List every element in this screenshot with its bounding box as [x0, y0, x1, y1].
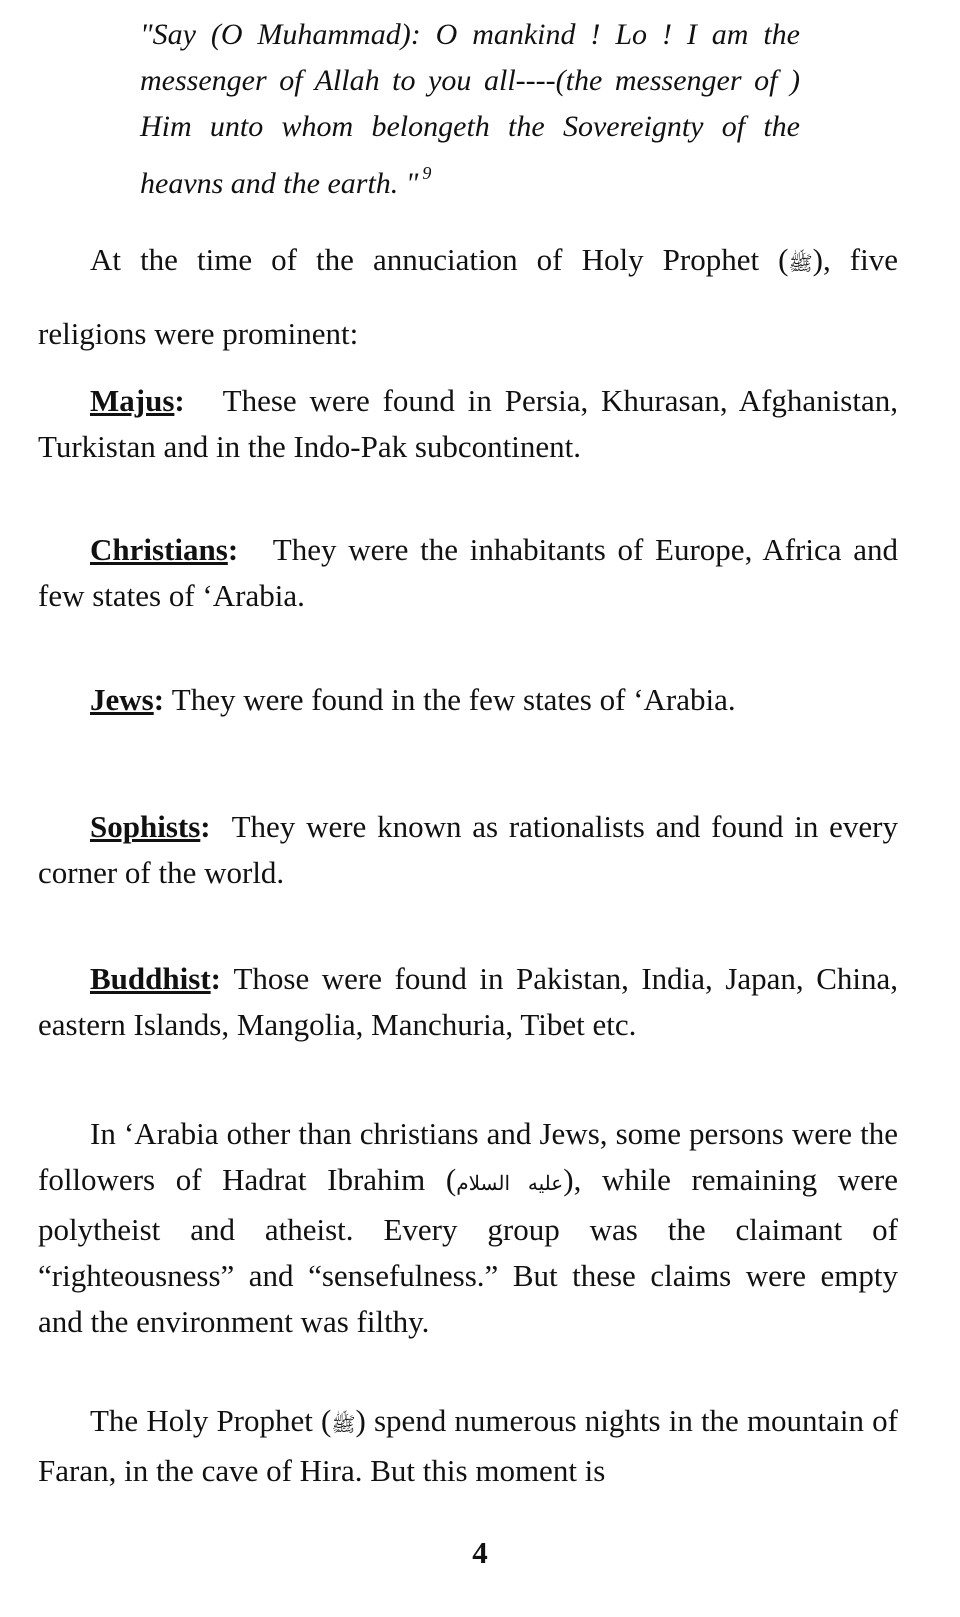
salawat-symbol: ﷺ	[331, 1414, 356, 1436]
religion-sophists: Sophists: They were known as rationalists and found in every corner of the world.	[38, 809, 898, 890]
arabia-paragraph: In ‘Arabia other than christians and Jews, some persons were the followers of Hadrat Ibrahim (عليه السلام), while remaining were polytheist and atheist. Every group was the claimant of “righteousness” and “sensefulness.” But these claims were empty and the environment was filthy.	[38, 1116, 899, 1339]
religion-description: These were found in Persia, Khurasan, Afghanistan, Turkistan and in the Indo-Pak subcontinent.	[38, 383, 898, 464]
religion-jews: Jews: They were found in the few states of ‘Arabia.	[90, 682, 736, 717]
religion-christians: Christians: They were the inhabitants of Europe, Africa and few states of ‘Arabia.	[38, 532, 898, 613]
salawat-symbol: ﷺ	[788, 253, 813, 275]
quote-text: "Say (O Muhammad): O mankind ! Lo ! I am the messenger of Allah to you all----(the messenger of ) Him unto whom belongeth the Sovereignty of the heavns and the earth. "	[140, 18, 800, 200]
intro-paragraph: At the time of the annuciation of Holy Prophet (ﷺ), five religions were prominent:	[38, 242, 898, 351]
religion-description: They were found in the few states of ‘Arabia.	[171, 682, 736, 717]
religion-term: Jews	[90, 682, 154, 717]
religion-term: Christians	[90, 532, 228, 567]
quran-quote	[140, 12, 800, 207]
religion-term: Buddhist	[90, 961, 211, 996]
religion-buddhist: Buddhist: Those were found in Pakistan, India, Japan, China, eastern Islands, Mangolia, Manchuria, Tibet etc.	[38, 961, 898, 1042]
page-number: 4	[472, 1535, 488, 1570]
religion-description: They were the inhabitants of Europe, Africa and few states of ‘Arabia.	[38, 532, 898, 613]
religion-description: Those were found in Pakistan, India, Japan, China, eastern Islands, Mangolia, Manchuria, Tibet etc.	[38, 961, 898, 1042]
religion-majus: Majus: These were found in Persia, Khurasan, Afghanistan, Turkistan and in the Indo-Pak subcontinent.	[38, 383, 898, 464]
alayhis-salam-symbol: عليه السلام	[456, 1173, 564, 1195]
footnote-marker: 9	[422, 163, 432, 183]
prophet-paragraph: The Holy Prophet (ﷺ) spend numerous nights in the mountain of Faran, in the cave of Hira. But this moment is	[38, 1403, 898, 1488]
religion-description: They were known as rationalists and found in every corner of the world.	[38, 809, 898, 890]
religion-term: Majus	[90, 383, 175, 418]
religion-term: Sophists	[90, 809, 201, 844]
